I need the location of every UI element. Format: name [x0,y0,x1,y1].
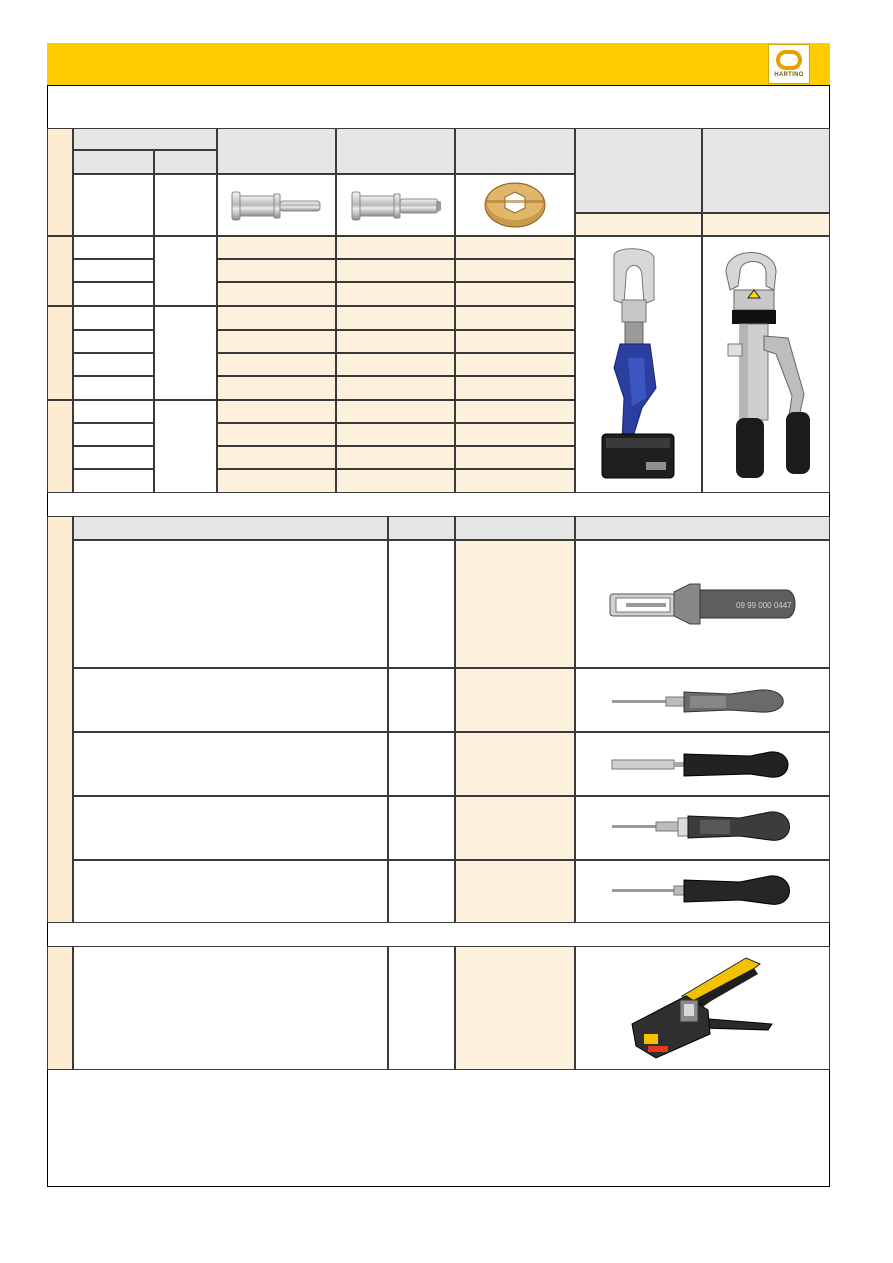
wire-stripper-icon [626,954,776,1064]
table-header-cell [455,516,575,540]
table-cell [336,376,455,400]
side-cell [47,946,73,1070]
side-cell [47,236,73,306]
table-cell [336,282,455,306]
table-cell [73,400,154,423]
table-cell [73,946,388,1070]
table-cell [388,668,455,732]
removal-tool-icon [610,750,794,780]
table-cell [388,796,455,860]
table-header-cell [575,128,702,213]
table-header-cell [73,128,217,150]
side-cell [47,516,73,923]
table-header-cell [154,150,217,174]
removal-tool-icon [610,810,794,844]
removal-tool-label: 09 99 000 0447 [736,601,792,610]
table-cell [455,376,575,400]
brand-name: HARTING [774,72,804,78]
table-cell [455,732,575,796]
table-cell [336,259,455,282]
table-cell [388,732,455,796]
table-cell [217,376,336,400]
side-cell [47,306,73,400]
table-cell [455,469,575,493]
table-header-cell [217,128,336,174]
table-cell [336,353,455,376]
table-header-cell [455,128,575,174]
hydraulic-crimp-tool-icon [718,246,816,484]
table-cell [154,174,217,236]
table-cell [73,376,154,400]
table-cell [73,796,388,860]
header-bar [47,43,830,85]
table-cell [336,446,455,469]
table-cell [217,236,336,259]
table-cell [455,946,575,1070]
contact-pin-icon [230,186,324,226]
crimp-die-icon [482,180,548,230]
table-cell [388,860,455,923]
table-cell [73,330,154,353]
table-cell [336,423,455,446]
table-cell [73,540,388,668]
table-cell [455,860,575,923]
table-cell [336,469,455,493]
table-header-cell [73,150,154,174]
table-header-cell [73,516,388,540]
table-cell [388,540,455,668]
contact-pin-icon [350,186,444,226]
table-cell [73,860,388,923]
table-cell [73,423,154,446]
table-cell [73,469,154,493]
table-cell [336,330,455,353]
table-cell [73,259,154,282]
table-cell [455,353,575,376]
battery-crimp-tool-icon [592,248,682,484]
table-cell [455,330,575,353]
table-cell [455,306,575,330]
harting-logo [768,44,810,84]
table-cell [154,400,217,493]
side-cell [47,128,73,236]
side-cell [47,400,73,493]
table-header-cell [575,516,830,540]
table-cell [154,306,217,400]
table-cell [388,946,455,1070]
removal-tool-icon [608,582,800,626]
table-cell [702,213,830,236]
table-cell [217,353,336,376]
table-cell [73,446,154,469]
table-header-cell [388,516,455,540]
table-cell [73,732,388,796]
table-cell [217,400,336,423]
table-cell [217,259,336,282]
removal-tool-icon [610,686,794,718]
table-cell [154,236,217,306]
table-cell [73,306,154,330]
table-cell [575,213,702,236]
table-cell [73,282,154,306]
table-cell [217,306,336,330]
table-cell [336,306,455,330]
table-cell [455,236,575,259]
removal-tool-icon [610,874,794,908]
table-cell [455,446,575,469]
table-cell [217,282,336,306]
table-cell [217,446,336,469]
table-cell [455,540,575,668]
table-cell [217,330,336,353]
table-cell [336,236,455,259]
table-header-cell [336,128,455,174]
table-cell [455,282,575,306]
table-cell [455,668,575,732]
table-cell [217,423,336,446]
table-cell [455,796,575,860]
table-cell [336,400,455,423]
table-cell [217,469,336,493]
table-cell [73,353,154,376]
table-cell [455,259,575,282]
table-cell [73,236,154,259]
table-cell [455,400,575,423]
table-header-cell [702,128,830,213]
table-cell [73,668,388,732]
table-cell [73,174,154,236]
table-cell [455,423,575,446]
